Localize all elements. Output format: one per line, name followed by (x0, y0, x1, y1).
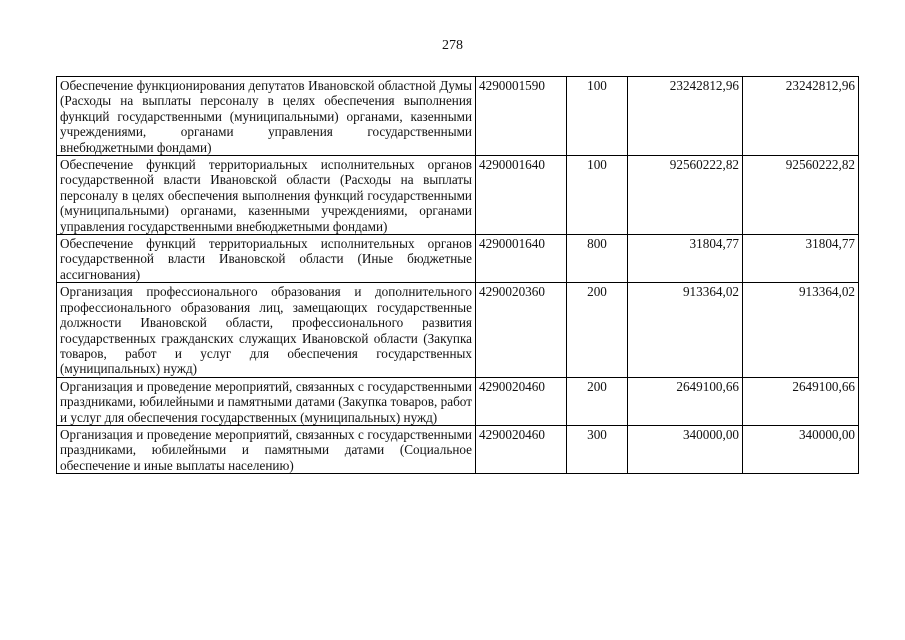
target-article-code: 4290020460 (476, 425, 567, 473)
amount-cell: 23242812,96 (628, 77, 743, 156)
table-row (57, 377, 859, 425)
amount-cell: 23242812,96 (743, 77, 859, 156)
amount-cell: 340000,00 (743, 425, 859, 473)
target-article-code: 4290001590 (476, 77, 567, 156)
target-article-code: 4290001640 (476, 235, 567, 283)
amount-cell: 92560222,82 (628, 156, 743, 235)
amount-cell: 913364,02 (628, 283, 743, 377)
amount-cell: 92560222,82 (743, 156, 859, 235)
amount-cell: 2649100,66 (628, 377, 743, 425)
target-article-code: 4290020460 (476, 377, 567, 425)
table-row (57, 156, 859, 235)
expense-description: Обеспечение функций территориальных исполнительных органов государственной власти Ивановской области (Расходы на выплаты персоналу в целях обеспечения выполнения функций государственными (муниципальными) органами, казенными учреждениями, органами управления государственными внебюджетными фондами) (57, 156, 476, 235)
expense-type-code: 800 (567, 235, 628, 283)
amount-cell: 340000,00 (628, 425, 743, 473)
expense-description: Организация профессионального образования и дополнительного профессионального образования лиц, замещающих государственные должности Ивановской области, профессионального развития государственных гражданских служащих Ивановской области (Закупка товаров, работ и услуг для обеспечения государственных (муниципальных) нужд) (57, 283, 476, 377)
amount-cell: 913364,02 (743, 283, 859, 377)
expense-description: Обеспечение функционирования депутатов Ивановской областной Думы (Расходы на выплаты персоналу в целях обеспечения выполнения функций государственными (муниципальными) органами, казенными учреждениями, органами управления государственными внебюджетными фондами) (57, 77, 476, 156)
expense-type-code: 200 (567, 283, 628, 377)
expense-description: Организация и проведение мероприятий, связанных с государственными праздниками, юбилейными и памятными датами (Закупка товаров, работ и услуг для обеспечения государственных (муниципальных) нужд) (57, 377, 476, 425)
expense-description: Организация и проведение мероприятий, связанных с государственными праздниками, юбилейными и памятными датами (Социальное обеспечение и иные выплаты населению) (57, 425, 476, 473)
amount-cell: 31804,77 (628, 235, 743, 283)
budget-table (56, 76, 859, 474)
page-number: 278 (442, 38, 463, 53)
table-row (57, 425, 859, 473)
target-article-code: 4290001640 (476, 156, 567, 235)
expense-description: Обеспечение функций территориальных исполнительных органов государственной власти Ивановской области (Иные бюджетные ассигнования) (57, 235, 476, 283)
table-row (57, 283, 859, 377)
target-article-code: 4290020360 (476, 283, 567, 377)
expense-type-code: 100 (567, 77, 628, 156)
table-row (57, 235, 859, 283)
table-row (57, 77, 859, 156)
amount-cell: 31804,77 (743, 235, 859, 283)
amount-cell: 2649100,66 (743, 377, 859, 425)
expense-type-code: 200 (567, 377, 628, 425)
expense-type-code: 300 (567, 425, 628, 473)
expense-type-code: 100 (567, 156, 628, 235)
